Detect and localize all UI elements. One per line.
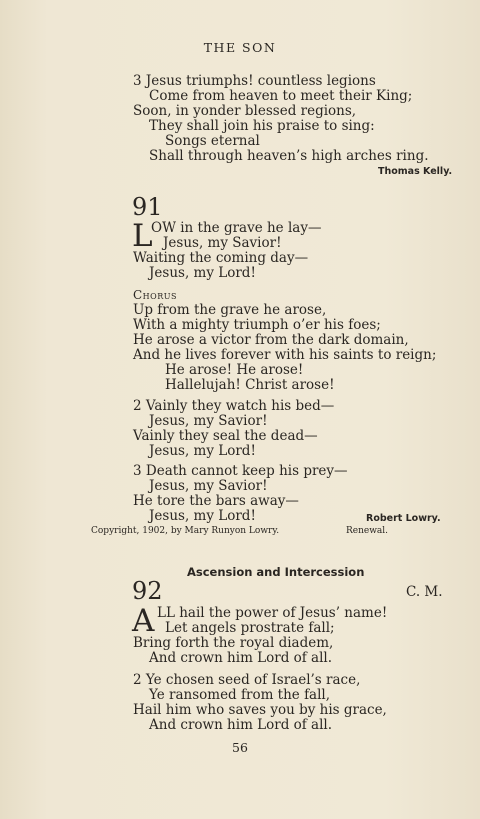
chorus-line: He arose a victor from the dark domain, xyxy=(133,332,409,348)
verse-line: Shall through heaven’s high arches ring. xyxy=(149,148,429,164)
verse-line: Hail him who saves you by his grace, xyxy=(133,702,387,718)
running-header: THE SON xyxy=(203,40,277,55)
verse-line: 2 Vainly they watch his bed— xyxy=(133,398,335,414)
verse-line: Bring forth the royal diadem, xyxy=(133,635,334,651)
chorus-label: Chorus xyxy=(133,288,177,302)
verse-line: 2 Ye chosen seed of Israel’s race, xyxy=(133,672,361,688)
drop-cap: A xyxy=(132,603,155,639)
hymn-author: Robert Lowry. xyxy=(366,513,441,524)
verse-line: Ye ransomed from the fall, xyxy=(149,687,331,703)
hymn-meter: C. M. xyxy=(406,584,443,600)
chorus-line: Hallelujah! Christ arose! xyxy=(165,377,335,393)
verse-line: Jesus, my Lord! xyxy=(149,443,256,459)
page-number: 56 xyxy=(232,740,248,755)
verse-line: Jesus, my Savior! xyxy=(163,235,282,251)
hymn-number: 92 xyxy=(132,577,163,605)
verse-line: 3 Death cannot keep his prey— xyxy=(133,463,348,479)
drop-cap: L xyxy=(132,218,153,254)
verse-line: They shall join his praise to sing: xyxy=(149,118,375,134)
chorus-line: He arose! He arose! xyxy=(165,362,304,378)
verse-line: Let angels prostrate fall; xyxy=(165,620,335,636)
renewal-notice: Renewal. xyxy=(346,526,389,536)
verse-line: 3 Jesus triumphs! countless legions xyxy=(133,73,376,89)
verse-line: And crown him Lord of all. xyxy=(149,717,333,733)
hymn-number: 91 xyxy=(132,193,163,221)
copyright-notice: Copyright, 1902, by Mary Runyon Lowry. xyxy=(91,526,280,536)
verse-line: Waiting the coming day— xyxy=(133,250,309,266)
verse-line: LL hail the power of Jesus’ name! xyxy=(157,605,388,621)
verse-line: OW in the grave he lay— xyxy=(151,220,322,236)
hymn-author: Thomas Kelly. xyxy=(378,166,453,177)
hymn-title: Ascension and Intercession xyxy=(187,565,365,579)
chorus-line: And he lives forever with his saints to reign; xyxy=(133,347,437,363)
verse-line: He tore the bars away— xyxy=(133,493,299,509)
verse-line: Soon, in yonder blessed regions, xyxy=(133,103,357,119)
verse-line: Jesus, my Savior! xyxy=(149,478,268,494)
verse-line: Jesus, my Lord! xyxy=(149,508,256,524)
verse-line: Jesus, my Lord! xyxy=(149,265,256,281)
verse-line: Jesus, my Savior! xyxy=(149,413,268,429)
verse-line: And crown him Lord of all. xyxy=(149,650,333,666)
verse-line: Come from heaven to meet their King; xyxy=(149,88,413,104)
chorus-line: With a mighty triumph o’er his foes; xyxy=(133,317,381,333)
chorus-line: Up from the grave he arose, xyxy=(133,302,327,318)
verse-line: Vainly they seal the dead— xyxy=(133,428,318,444)
verse-line: Songs eternal xyxy=(165,133,260,149)
